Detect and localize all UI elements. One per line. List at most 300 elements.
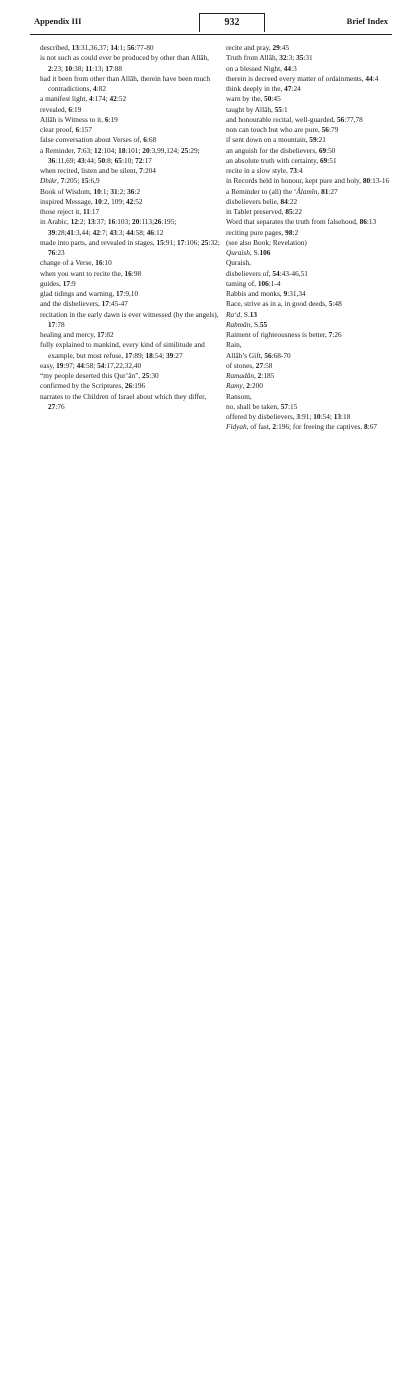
entry-text: :1-4 bbox=[268, 278, 281, 288]
surah-number: 17 bbox=[62, 278, 70, 288]
entry-text: :2; bbox=[117, 186, 128, 196]
surah-number: 20 bbox=[132, 217, 140, 227]
entry-text: :2 bbox=[292, 227, 299, 237]
entry-text: “my people deserted this Qur’ân”, bbox=[40, 371, 142, 380]
surah-number: 26 bbox=[154, 217, 162, 227]
surah-number: 65 bbox=[114, 155, 122, 165]
entry-text: :13-16 bbox=[370, 176, 390, 186]
surah-number: 2 bbox=[272, 422, 277, 432]
index-entry bbox=[40, 94, 220, 104]
index-entry bbox=[226, 105, 400, 115]
entry-text: of stones, bbox=[226, 360, 256, 370]
entry-text: described, bbox=[40, 43, 72, 52]
index-entry bbox=[40, 74, 220, 95]
entry-text: :38; bbox=[72, 63, 86, 73]
surah-number: 46 bbox=[146, 227, 155, 237]
surah-number: 16 bbox=[95, 258, 103, 268]
surah-number: 2 bbox=[246, 381, 250, 391]
entry-text: , S. bbox=[240, 309, 250, 319]
index-entry bbox=[40, 279, 220, 289]
surah-number: 32 bbox=[279, 53, 287, 63]
entry-text: :21 bbox=[316, 135, 326, 145]
index-entry bbox=[40, 43, 220, 53]
entry-text: :45-47 bbox=[108, 299, 128, 309]
entry-text: clear proof, bbox=[40, 125, 76, 134]
entry-text: :27 bbox=[173, 350, 183, 360]
entry-text: change of a Verse, bbox=[40, 258, 96, 268]
entry-text: :89; bbox=[132, 350, 146, 360]
index-entry bbox=[226, 289, 400, 299]
index-entry bbox=[226, 217, 400, 227]
surah-number: 27 bbox=[48, 401, 56, 411]
index-entry bbox=[40, 299, 220, 309]
entry-text: :79 bbox=[328, 125, 339, 134]
entry-text: , bbox=[317, 186, 322, 196]
surah-number: 6 bbox=[104, 114, 109, 124]
entry-text: Word that separates the truth from falsehood, bbox=[226, 217, 360, 227]
entry-text: :45 bbox=[271, 94, 281, 104]
surah-number: 25 bbox=[181, 145, 189, 155]
entry-text: :52 bbox=[133, 196, 143, 206]
entry-text: :10 bbox=[102, 258, 112, 268]
surah-number: 44 bbox=[76, 360, 84, 370]
entry-text: :30 bbox=[149, 371, 159, 380]
entry-text: disbelievers of, bbox=[226, 268, 273, 278]
surah-number: 42 bbox=[109, 94, 117, 104]
surah-number: 84 bbox=[280, 196, 288, 206]
entry-text: :26 bbox=[332, 330, 342, 339]
index-entry bbox=[226, 125, 400, 135]
surah-number: 35 bbox=[296, 53, 304, 63]
surah-number: 55 bbox=[274, 104, 282, 114]
entry-text: :54; bbox=[152, 350, 166, 360]
index-column-left bbox=[40, 43, 220, 412]
surah-number: 2 bbox=[257, 371, 262, 380]
entry-text: a manifest light, bbox=[40, 94, 90, 104]
index-entry bbox=[40, 187, 220, 197]
index-entry bbox=[40, 135, 220, 145]
entry-text: non can touch but who are pure, bbox=[226, 125, 322, 134]
entry-text: :12 bbox=[154, 227, 164, 237]
surah-number: 72 bbox=[135, 155, 143, 165]
index-entry bbox=[226, 135, 400, 145]
surah-number: 27 bbox=[255, 360, 264, 370]
entry-text: :82 bbox=[96, 84, 106, 93]
surah-number: 76 bbox=[48, 248, 56, 257]
entry-text: :19 bbox=[72, 104, 82, 114]
entry-text: :28; bbox=[55, 227, 67, 237]
index-entry bbox=[226, 402, 400, 412]
surah-number: 36 bbox=[127, 186, 135, 196]
index-entry bbox=[226, 258, 400, 268]
entry-text: glad tidings and warning, bbox=[40, 289, 116, 298]
index-entry bbox=[226, 53, 400, 63]
surah-number: 17 bbox=[48, 319, 56, 329]
surah-number: 56 bbox=[321, 125, 329, 134]
index-entry bbox=[226, 392, 400, 402]
index-entry bbox=[40, 258, 220, 268]
index-entry bbox=[226, 74, 400, 84]
index-entry bbox=[226, 381, 400, 391]
entry-text: :18 bbox=[341, 412, 351, 421]
surah-number: 8 bbox=[364, 422, 368, 432]
entry-text: :19 bbox=[108, 114, 118, 124]
page-header bbox=[30, 14, 392, 35]
index-entry bbox=[40, 115, 220, 125]
surah-number: 80 bbox=[362, 176, 371, 186]
index-entry bbox=[40, 166, 220, 176]
entry-text: Allâh’s Gift, bbox=[226, 350, 265, 360]
entry-text: :77-80 bbox=[134, 43, 154, 52]
surah-number: 16 bbox=[124, 268, 132, 278]
surah-number: 56 bbox=[264, 350, 272, 360]
surah-number: 25 bbox=[201, 237, 209, 247]
entry-text: :11,69; bbox=[55, 155, 78, 165]
surah-number: 4 bbox=[93, 84, 97, 93]
surah-number: 36 bbox=[48, 155, 56, 165]
entry-text: :4 bbox=[296, 166, 303, 175]
entry-text: , bbox=[242, 381, 247, 391]
surah-number: 44 bbox=[365, 73, 373, 83]
entry-text: recite and pray, bbox=[226, 43, 273, 52]
entry-text: :106; bbox=[184, 237, 202, 247]
surah-number: 10 bbox=[93, 186, 101, 196]
surah-number: 10 bbox=[313, 412, 321, 421]
entry-text: Ransom, bbox=[226, 391, 252, 401]
surah-number: 12 bbox=[70, 217, 78, 227]
entry-text: :3; bbox=[116, 227, 127, 237]
surah-number: 7 bbox=[328, 330, 333, 339]
entry-text: :157 bbox=[79, 125, 93, 134]
surah-number: 85 bbox=[285, 207, 293, 216]
surah-number: 5 bbox=[328, 299, 333, 309]
entry-text: fully explained to mankind, every kind of similitude and example, but most refuse, bbox=[40, 340, 205, 360]
surah-number: 81 bbox=[321, 186, 329, 196]
entry-text: :24 bbox=[291, 84, 301, 93]
entry-text: warn by the, bbox=[226, 94, 265, 104]
entry-text: :205; bbox=[64, 176, 82, 186]
entry-text: :9,10 bbox=[123, 289, 139, 298]
surah-number: 73 bbox=[289, 166, 297, 175]
index-entry bbox=[226, 371, 400, 381]
surah-number: 7 bbox=[60, 176, 65, 186]
surah-number: 15 bbox=[81, 176, 89, 186]
surah-number: 10 bbox=[94, 196, 102, 206]
entry-text: recite in a slow style, bbox=[226, 166, 290, 175]
entry-text: :17 bbox=[142, 155, 152, 165]
italic-term: Ramadân bbox=[226, 371, 254, 380]
entry-text: false conversation about Verses of, bbox=[40, 135, 144, 145]
index-entry bbox=[40, 217, 220, 238]
entry-text: Race, strive as in a, in good deeds, bbox=[226, 299, 329, 309]
entry-text: Rabbis and monks, bbox=[226, 289, 284, 298]
index-entry bbox=[226, 197, 400, 207]
index-entry bbox=[226, 299, 400, 309]
entry-text: :37; bbox=[94, 217, 108, 227]
entry-text: Quraish, bbox=[226, 258, 251, 268]
index-entry bbox=[40, 269, 220, 279]
entry-text: :77,78 bbox=[344, 114, 363, 124]
entry-text: :3,99,124; bbox=[149, 145, 182, 155]
entry-text: Allâh is Witness to it, bbox=[40, 114, 105, 124]
entry-text: :51 bbox=[327, 155, 337, 165]
index-entry bbox=[226, 176, 400, 186]
entry-text: , bbox=[57, 176, 61, 186]
index-entry bbox=[226, 64, 400, 74]
entry-text: recitation in the early dawn is ever witnessed (by the angels), bbox=[40, 309, 219, 319]
entry-text: no, shall be taken, bbox=[226, 401, 281, 411]
entry-text: on a blessed Night, bbox=[226, 63, 284, 73]
index-entry bbox=[226, 166, 400, 176]
surah-number: 15 bbox=[156, 237, 164, 247]
entry-text: :22 bbox=[292, 207, 302, 216]
surah-number: 17 bbox=[97, 330, 105, 339]
entry-text: , S. bbox=[250, 319, 260, 329]
entry-text: narrates to the Children of Israel about which they differ, bbox=[40, 391, 207, 401]
entry-text: :174; bbox=[92, 94, 110, 104]
entry-text: :4 bbox=[372, 73, 379, 83]
entry-text: :32; bbox=[208, 237, 220, 247]
index-entry bbox=[40, 146, 220, 167]
surah-number: 57 bbox=[280, 401, 289, 411]
entry-text: :101; bbox=[125, 145, 143, 155]
index-entry bbox=[226, 187, 400, 197]
index-entry bbox=[226, 146, 400, 156]
surah-number: 86 bbox=[359, 217, 367, 227]
index-entry bbox=[40, 289, 220, 299]
surah-number: 41 bbox=[66, 227, 74, 237]
entry-text: taught by Allâh, bbox=[226, 104, 275, 114]
surah-number: 54 bbox=[97, 360, 105, 370]
entry-text: :54; bbox=[320, 412, 334, 421]
surah-number: 7 bbox=[139, 166, 143, 175]
index-entry bbox=[226, 84, 400, 94]
entry-text: reciting pure pages, bbox=[226, 227, 286, 237]
entry-text: :204 bbox=[142, 166, 156, 175]
index-entry bbox=[40, 340, 220, 361]
entry-text: :195; bbox=[161, 217, 177, 227]
surah-number: 56 bbox=[337, 114, 345, 124]
entry-text: :50 bbox=[326, 145, 336, 155]
index-entry bbox=[226, 412, 400, 422]
index-entry bbox=[226, 228, 400, 238]
entry-text: inspired Message, bbox=[40, 196, 95, 206]
entry-text: , S. bbox=[249, 248, 260, 257]
entry-text: :17 bbox=[89, 207, 100, 216]
index-entry bbox=[40, 53, 220, 74]
surah-number: 50 bbox=[97, 155, 106, 165]
entry-text: a Reminder to (all) the ‘ bbox=[226, 186, 297, 196]
entry-text: :13 bbox=[366, 217, 377, 227]
entry-text: :200 bbox=[249, 381, 263, 391]
page-number: 932 bbox=[199, 13, 265, 32]
surah-number: 19 bbox=[56, 360, 64, 370]
surah-number: 42 bbox=[92, 227, 100, 237]
surah-number: 44 bbox=[126, 227, 134, 237]
entry-text: if sent down on a mountain, bbox=[226, 135, 310, 145]
entry-text: :43-46,51 bbox=[279, 268, 308, 278]
entry-text: :2, 109; bbox=[101, 196, 126, 206]
surah-number: 20 bbox=[142, 145, 150, 155]
entry-text: :52 bbox=[116, 94, 127, 104]
italic-term: Fidyah bbox=[226, 422, 247, 432]
entry-text: :45 bbox=[279, 43, 290, 52]
entry-text: :9 bbox=[70, 278, 76, 288]
header-index-title: Brief Index bbox=[346, 16, 388, 26]
surah-number: 12 bbox=[94, 145, 102, 155]
entry-text: :196 bbox=[132, 381, 146, 391]
entry-text: :104; bbox=[101, 145, 119, 155]
surah-number: 106 bbox=[257, 278, 269, 288]
entry-text: revealed, bbox=[40, 104, 69, 114]
surah-number: 7 bbox=[77, 145, 81, 155]
italic-term: Rahmân bbox=[226, 319, 251, 329]
entry-text: :58; bbox=[83, 360, 98, 370]
entry-text: :185 bbox=[261, 371, 275, 380]
entry-text: disbelievers belie, bbox=[226, 196, 281, 206]
surah-number: 18 bbox=[118, 145, 126, 155]
entry-text: :88 bbox=[112, 63, 123, 73]
entry-text: , bbox=[253, 371, 258, 380]
surah-number: 44 bbox=[283, 63, 292, 73]
surah-number: 2 bbox=[48, 63, 52, 73]
surah-number: 98 bbox=[285, 227, 293, 237]
italic-term: Ra‘d bbox=[226, 309, 241, 319]
entry-text: :58; bbox=[133, 227, 147, 237]
entry-text: :44; bbox=[84, 155, 98, 165]
index-entry bbox=[40, 381, 220, 391]
entry-text: :1; bbox=[117, 43, 128, 52]
entry-text: :6,9 bbox=[88, 176, 100, 186]
entry-text: :196; for freeing the captives, bbox=[276, 422, 365, 432]
entry-text: :78 bbox=[55, 319, 65, 329]
surah-number: 18 bbox=[145, 350, 153, 360]
entry-text: Raiment of righteousness is better, bbox=[226, 330, 329, 339]
entry-text: :23 bbox=[55, 248, 65, 257]
entry-text: in Arabic, bbox=[40, 217, 71, 227]
entry-text: :31 bbox=[303, 53, 313, 63]
surah-number: 17 bbox=[125, 350, 133, 360]
surah-number: 6 bbox=[75, 125, 80, 134]
index-entry bbox=[226, 115, 400, 125]
surah-number: 17 bbox=[116, 289, 124, 298]
entry-text: :15 bbox=[288, 401, 298, 411]
entry-text: those reject it, bbox=[40, 207, 83, 216]
entry-text: in Records held in honour, kept pure and holy, bbox=[226, 176, 363, 186]
index-entry bbox=[40, 392, 220, 413]
entry-text: :91; bbox=[300, 412, 314, 421]
surah-number: 43 bbox=[77, 155, 85, 165]
surah-number: 6 bbox=[68, 104, 73, 114]
index-entry bbox=[226, 248, 400, 258]
index-entry bbox=[226, 361, 400, 371]
entry-text: Rain, bbox=[226, 340, 242, 350]
italic-term: Ramy bbox=[226, 381, 243, 391]
surah-number: 55 bbox=[259, 319, 268, 329]
italic-term: Dhikr bbox=[40, 176, 58, 186]
entry-text: :76 bbox=[55, 401, 65, 411]
entry-text: Book of Wisdom, bbox=[40, 186, 94, 196]
entry-text: :22 bbox=[287, 196, 298, 206]
index-entry bbox=[226, 310, 400, 320]
index-entry bbox=[40, 176, 220, 186]
entry-text: is not such as could ever be produced by other than Allâh, bbox=[40, 53, 210, 63]
entry-text: :13; bbox=[92, 63, 106, 73]
entry-text: think deeply in the, bbox=[226, 84, 285, 93]
entry-text: when you want to recite the, bbox=[40, 268, 125, 278]
surah-number: 50 bbox=[264, 94, 272, 104]
entry-text: :2; bbox=[77, 217, 88, 227]
entry-text: healing and mercy, bbox=[40, 330, 98, 339]
entry-text: an anguish for the disbelievers, bbox=[226, 145, 319, 155]
entry-text: :3; bbox=[286, 53, 297, 63]
entry-text: :91; bbox=[163, 237, 177, 247]
surah-number: 3 bbox=[296, 412, 301, 421]
entry-text: :97; bbox=[63, 360, 77, 370]
surah-number: 26 bbox=[124, 381, 133, 391]
index-entry bbox=[40, 330, 220, 340]
entry-text: :103; bbox=[115, 217, 133, 227]
italic-term: Âlamîn bbox=[296, 186, 318, 196]
entry-text: :3,44; bbox=[73, 227, 93, 237]
surah-number: 4 bbox=[89, 94, 93, 104]
entry-text: :48 bbox=[332, 299, 342, 309]
index-entry bbox=[226, 43, 400, 53]
index-entry bbox=[40, 371, 220, 381]
entry-text: :31,36,37; bbox=[78, 43, 111, 52]
surah-number: 13 bbox=[333, 412, 342, 421]
entry-text: :10; bbox=[121, 155, 136, 165]
entry-text: :3 bbox=[291, 63, 297, 73]
entry-text: therein is decreed every matter of ordainments, bbox=[226, 73, 366, 83]
entry-text: :98 bbox=[131, 268, 142, 278]
index-entry bbox=[226, 94, 400, 104]
surah-number: 13 bbox=[249, 309, 258, 319]
index-entry bbox=[226, 156, 400, 166]
entry-text: a Reminder, bbox=[40, 145, 78, 155]
surah-number: 69 bbox=[318, 145, 327, 155]
entry-text: :67 bbox=[367, 422, 377, 432]
surah-number: 39 bbox=[165, 350, 174, 360]
surah-number: 17 bbox=[101, 299, 109, 309]
entry-text: made into parts, and revealed in stages, bbox=[40, 237, 157, 247]
entry-text: :68-70 bbox=[271, 350, 291, 360]
entry-text: had it been from other than Allâh, therein have been much contradictions, bbox=[40, 73, 210, 93]
surah-number: 13 bbox=[71, 43, 79, 52]
index-entry bbox=[40, 105, 220, 115]
index-entry bbox=[226, 422, 400, 432]
index-entry bbox=[40, 207, 220, 217]
entry-text: :17,22,32,40 bbox=[104, 360, 142, 370]
entry-text: :2 bbox=[134, 186, 141, 196]
index-entry bbox=[40, 125, 220, 135]
index-entry bbox=[226, 238, 400, 248]
index-entry bbox=[40, 238, 220, 259]
entry-text: guides, bbox=[40, 278, 63, 288]
surah-number: 31 bbox=[110, 186, 118, 196]
index-entry bbox=[40, 310, 220, 331]
surah-number: 43 bbox=[109, 227, 117, 237]
entry-text: confirmed by the Scriptures, bbox=[40, 381, 125, 391]
entry-text: , of fast, bbox=[246, 422, 273, 432]
entry-text: :31,34 bbox=[287, 289, 306, 298]
italic-term: Quraish bbox=[226, 248, 250, 257]
surah-number: 11 bbox=[85, 63, 93, 73]
surah-number: 9 bbox=[283, 289, 288, 298]
surah-number: 25 bbox=[142, 371, 150, 380]
entry-text: :27 bbox=[328, 186, 338, 196]
index-entry bbox=[226, 207, 400, 217]
